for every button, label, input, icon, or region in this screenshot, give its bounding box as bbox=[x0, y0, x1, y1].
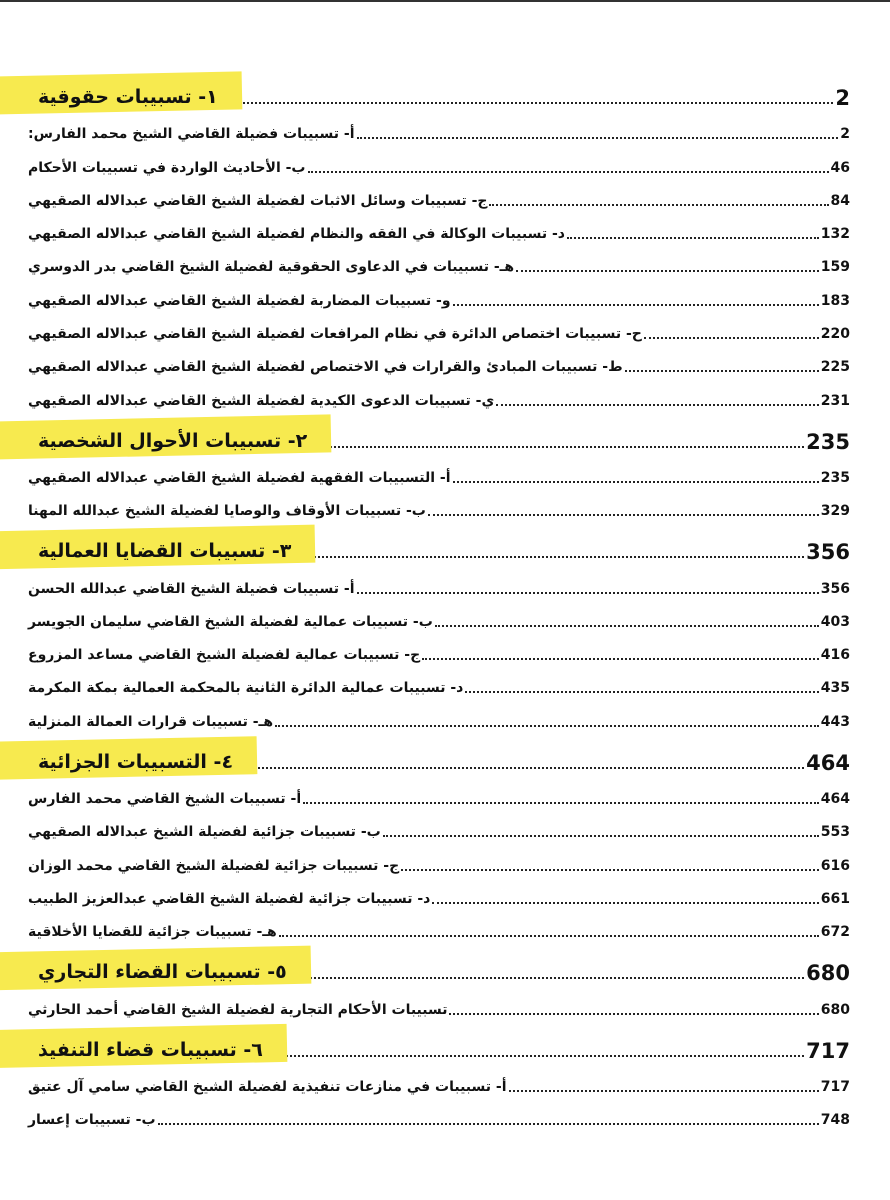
entry-title: ب- تسبيبات الأوقاف والوصايا لفضيلة الشيخ عبدالله المهنا bbox=[28, 503, 426, 520]
entry-page-number: 464 bbox=[820, 791, 850, 808]
entry-title: ح- تسبيبات اختصاص الدائرة في نظام المرافعات لفضيلة الشيخ القاضي عبدالاله الصقيهي bbox=[28, 326, 642, 343]
entry-page-number: 416 bbox=[820, 647, 850, 664]
dot-leader bbox=[383, 835, 819, 837]
toc-entry[interactable] bbox=[28, 777, 850, 810]
entry-title: هـ- تسبيبات قرارات العمالة المنزلية bbox=[28, 713, 274, 730]
section-page-number: 680 bbox=[806, 961, 850, 986]
entry-title: ج- تسبيبات جزائية لفضيلة الشيخ القاضي محمد الوزان bbox=[28, 857, 400, 874]
entry-page-number: 220 bbox=[820, 326, 850, 343]
dot-leader bbox=[279, 935, 819, 937]
toc-entry[interactable] bbox=[28, 456, 850, 489]
entry-page-number: 84 bbox=[830, 192, 850, 209]
entry-page-number: 680 bbox=[820, 1001, 850, 1018]
entry-page-number: 132 bbox=[820, 226, 850, 243]
section-page-number: 2 bbox=[835, 86, 850, 110]
toc-entry[interactable] bbox=[28, 312, 850, 345]
entry-page-number: 435 bbox=[820, 680, 850, 697]
toc-entry[interactable] bbox=[28, 145, 850, 178]
section-title: ٢- تسبيبات الأحوال الشخصية bbox=[28, 430, 317, 456]
top-border-line bbox=[0, 0, 890, 2]
toc-entry[interactable] bbox=[28, 666, 850, 699]
dot-leader bbox=[428, 514, 819, 516]
dot-leader bbox=[435, 625, 819, 627]
entry-title: ج- تسبيبات وسائل الاثبات لفضيلة الشيخ القاضي عبدالاله الصقيهي bbox=[28, 192, 488, 209]
toc-entry[interactable] bbox=[28, 212, 850, 245]
dot-leader bbox=[308, 171, 829, 173]
section-page-number: 235 bbox=[806, 429, 850, 454]
toc-entry[interactable] bbox=[28, 378, 850, 411]
toc-entry[interactable] bbox=[28, 877, 850, 910]
entry-title: أ- تسبيبات في منازعات تنفيذية لفضيلة الشيخ القاضي سامي آل عتيق bbox=[28, 1078, 507, 1095]
dot-leader bbox=[303, 802, 819, 804]
toc-entry[interactable] bbox=[28, 566, 850, 599]
toc-entry[interactable] bbox=[28, 699, 850, 732]
toc-entry[interactable] bbox=[28, 633, 850, 666]
section-page-number: 356 bbox=[806, 540, 850, 565]
entry-title: ط- تسبيبات المبادئ والقرارات في الاختصاص لفضيلة الشيخ القاضي عبدالاله الصقيهي bbox=[28, 359, 623, 376]
toc-entry[interactable] bbox=[28, 810, 850, 843]
entry-title: ب- تسبيبات عمالية لفضيلة الشيخ القاضي سليمان الجويسر bbox=[28, 613, 433, 630]
dot-leader bbox=[489, 204, 828, 206]
dot-leader bbox=[275, 1055, 804, 1057]
entry-title: د- تسبيبات الوكالة في الفقه والنظام لفضيلة الشيخ القاضي عبدالاله الصقيهي bbox=[28, 226, 565, 243]
dot-leader bbox=[158, 1123, 819, 1125]
entry-page-number: 225 bbox=[820, 359, 850, 376]
dot-leader bbox=[245, 767, 804, 769]
dot-leader bbox=[516, 270, 819, 272]
dot-leader bbox=[357, 592, 819, 594]
entry-title: ب- تسبيبات جزائية لفضيلة الشيخ عبدالاله الصقيهي bbox=[28, 824, 381, 841]
toc-entry[interactable] bbox=[28, 245, 850, 278]
toc-entry[interactable] bbox=[28, 1065, 850, 1098]
dot-leader bbox=[644, 337, 819, 339]
entry-page-number: 356 bbox=[820, 580, 850, 597]
entry-page-number: 235 bbox=[820, 469, 850, 486]
entry-title: و- تسبيبات المضاربة لفضيلة الشيخ القاضي عبدالاله الصقيهي bbox=[28, 292, 451, 309]
entry-title: هـ- تسبيبات في الدعاوى الحقوقية لفضيلة الشيخ القاضي بدر الدوسري bbox=[28, 259, 515, 276]
entry-title: أ- تسبيبات الشيخ القاضي محمد الفارس bbox=[28, 791, 302, 808]
toc-entry[interactable] bbox=[28, 987, 850, 1020]
toc-section-heading[interactable] bbox=[28, 733, 850, 777]
dot-leader bbox=[453, 481, 819, 483]
entry-page-number: 403 bbox=[820, 613, 850, 630]
toc-section-heading[interactable] bbox=[28, 1021, 850, 1065]
dot-leader bbox=[230, 102, 834, 104]
section-title: ٥- تسبيبات القضاء التجاري bbox=[28, 961, 297, 987]
entry-title: أ- التسبيبات الفقهية لفضيلة الشيخ القاضي عبدالاله الصقيهي bbox=[28, 469, 451, 486]
entry-title: هـ- تسبيبات جزائية للقضايا الأخلاقية bbox=[28, 924, 277, 941]
entry-page-number: 748 bbox=[820, 1112, 850, 1129]
toc-entry[interactable] bbox=[28, 179, 850, 212]
dot-leader bbox=[401, 869, 819, 871]
toc-entry[interactable] bbox=[28, 600, 850, 633]
toc-section-heading[interactable] bbox=[28, 943, 850, 987]
toc-entry[interactable] bbox=[28, 112, 850, 145]
entry-title: ب- الأحاديث الواردة في تسبيبات الأحكام bbox=[28, 159, 306, 176]
entry-title: أ- تسبيبات فضيلة القاضي الشيخ محمد الفارس: bbox=[28, 126, 355, 143]
entry-page-number: 2 bbox=[840, 126, 850, 143]
dot-leader bbox=[299, 977, 804, 979]
section-title: ٦- تسبيبات قضاء التنفيذ bbox=[28, 1039, 273, 1065]
entry-title: أ- تسبيبات فضيلة الشيخ القاضي عبدالله الحسن bbox=[28, 580, 355, 597]
toc-entry[interactable] bbox=[28, 345, 850, 378]
dot-leader bbox=[567, 237, 819, 239]
entry-title: د- تسبيبات عمالية الدائرة الثانية بالمحكمة العمالية بمكة المكرمة bbox=[28, 680, 464, 697]
entry-page-number: 159 bbox=[820, 259, 850, 276]
dot-leader bbox=[422, 658, 819, 660]
entry-page-number: 672 bbox=[820, 924, 850, 941]
toc-entry[interactable] bbox=[28, 843, 850, 876]
entry-page-number: 616 bbox=[820, 857, 850, 874]
dot-leader bbox=[432, 902, 818, 904]
entry-page-number: 443 bbox=[820, 713, 850, 730]
entry-page-number: 553 bbox=[820, 824, 850, 841]
section-title: ١- تسبيبات حقوقية bbox=[28, 86, 228, 112]
dot-leader bbox=[357, 137, 839, 139]
entry-page-number: 183 bbox=[820, 292, 850, 309]
section-title: ٤- التسبيبات الجزائية bbox=[28, 751, 243, 777]
dot-leader bbox=[303, 556, 804, 558]
entry-page-number: 661 bbox=[820, 890, 850, 907]
section-page-number: 717 bbox=[806, 1038, 850, 1063]
dot-leader bbox=[319, 446, 804, 448]
entry-title: ي- تسبيبات الدعوى الكيدية لفضيلة الشيخ القاضي عبدالاله الصقيهي bbox=[28, 392, 495, 409]
entry-title: ج- تسبيبات عمالية لفضيلة الشيخ القاضي مساعد المزروع bbox=[28, 647, 421, 664]
dot-leader bbox=[496, 404, 818, 406]
toc-section-heading[interactable] bbox=[28, 412, 850, 456]
toc-entry[interactable] bbox=[28, 278, 850, 311]
entry-page-number: 231 bbox=[820, 392, 850, 409]
entry-title: ب- تسبيبات إعسار bbox=[28, 1112, 156, 1129]
dot-leader bbox=[449, 1013, 818, 1015]
table-of-contents bbox=[28, 68, 850, 1131]
toc-section-heading[interactable] bbox=[28, 68, 850, 112]
entry-title: تسبيبات الأحكام التجارية لفضيلة الشيخ القاضي أحمد الحارثي bbox=[28, 1001, 448, 1018]
section-page-number: 464 bbox=[806, 750, 850, 775]
section-title: ٣- تسبيبات القضايا العمالية bbox=[28, 540, 301, 566]
entry-page-number: 46 bbox=[830, 159, 850, 176]
entry-title: د- تسبيبات جزائية لفضيلة الشيخ القاضي عبدالعزيز الطبيب bbox=[28, 890, 431, 907]
toc-entry[interactable] bbox=[28, 910, 850, 943]
toc-entry[interactable] bbox=[28, 1098, 850, 1131]
toc-entry[interactable] bbox=[28, 489, 850, 522]
toc-section-heading[interactable] bbox=[28, 522, 850, 566]
dot-leader bbox=[453, 304, 819, 306]
dot-leader bbox=[509, 1090, 819, 1092]
dot-leader bbox=[465, 691, 818, 693]
dot-leader bbox=[625, 370, 819, 372]
dot-leader bbox=[275, 725, 819, 727]
entry-page-number: 717 bbox=[820, 1078, 850, 1095]
entry-page-number: 329 bbox=[820, 503, 850, 520]
